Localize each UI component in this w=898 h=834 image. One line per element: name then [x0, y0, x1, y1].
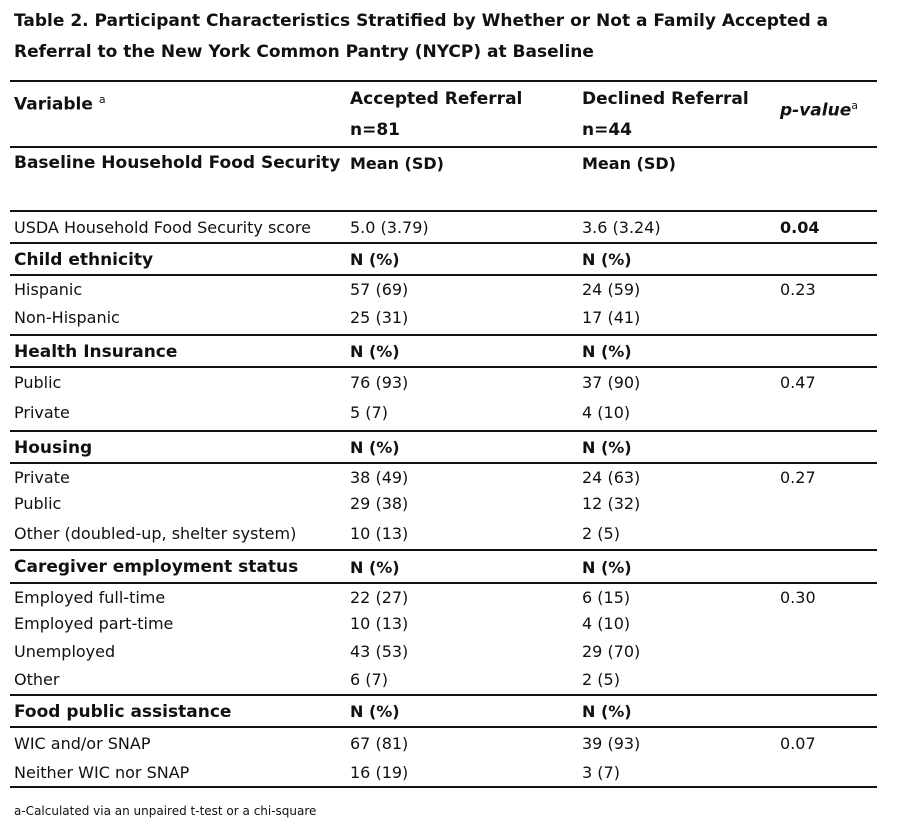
row-pvalue	[776, 396, 877, 430]
table-title: Table 2. Participant Characteristics Stratified by Whether or Not a Family Accepted a Referral to the New York Common Pantry (NYCP) at Baseline	[14, 11, 829, 62]
row-label: Employed full-time	[14, 588, 166, 607]
row-pvalue: 0.07	[780, 734, 816, 753]
section-pvalue	[776, 148, 877, 210]
section-row	[10, 242, 877, 274]
table-row	[10, 726, 877, 758]
row-declined: 24 (63)	[582, 468, 641, 487]
row-declined: 6 (15)	[582, 588, 631, 607]
section-row	[10, 549, 877, 582]
row-label: Neither WIC nor SNAP	[14, 763, 190, 782]
row-label: Hispanic	[14, 280, 83, 299]
section-pvalue	[776, 551, 877, 584]
row-accepted: 29 (38)	[350, 494, 409, 513]
table-row	[10, 518, 877, 549]
section-accepted-unit: N (%)	[350, 438, 400, 457]
row-accepted: 67 (81)	[350, 734, 409, 753]
section-pvalue	[776, 336, 877, 368]
section-declined-unit: N (%)	[582, 342, 632, 361]
section-row	[10, 430, 877, 462]
row-pvalue	[776, 638, 877, 665]
row-declined: 17 (41)	[582, 308, 641, 327]
section-pvalue	[776, 432, 877, 464]
header-declined: Declined Referral n=44	[582, 89, 749, 140]
section-declined-unit: N (%)	[582, 558, 632, 577]
section-accepted-unit: N (%)	[350, 558, 400, 577]
header-pvalue: p-value$^a$	[780, 99, 858, 121]
row-pvalue: 0.47	[780, 373, 816, 392]
section-row	[10, 146, 877, 210]
section-pvalue	[776, 696, 877, 728]
section-accepted-unit: Mean (SD)	[350, 154, 444, 173]
table-body	[10, 146, 877, 788]
section-label: Baseline Household Food Security	[14, 153, 341, 173]
row-declined: 39 (93)	[582, 734, 641, 753]
footnote: a-Calculated via an unpaired t-test or a chi-square	[14, 804, 317, 818]
row-declined: 2 (5)	[582, 524, 620, 543]
row-accepted: 6 (7)	[350, 670, 388, 689]
section-row	[10, 694, 877, 726]
header-accepted: Accepted Referral n=81	[350, 89, 523, 140]
row-pvalue	[776, 518, 877, 549]
section-accepted-unit: N (%)	[350, 250, 400, 269]
row-pvalue: 0.23	[780, 280, 816, 299]
section-label: Food public assistance	[14, 702, 232, 722]
row-pvalue	[776, 609, 877, 638]
row-accepted: 22 (27)	[350, 588, 409, 607]
table-row	[10, 758, 877, 788]
table-row	[10, 396, 877, 430]
row-label: Private	[14, 403, 70, 422]
row-pvalue	[776, 758, 877, 788]
row-accepted: 16 (19)	[350, 763, 409, 782]
row-label: Unemployed	[14, 642, 116, 661]
section-declined-unit: Mean (SD)	[582, 154, 676, 173]
section-row	[10, 334, 877, 366]
row-declined: 12 (32)	[582, 494, 641, 513]
section-declined-unit: N (%)	[582, 702, 632, 721]
row-label: Non-Hispanic	[14, 308, 120, 327]
row-declined: 3.6 (3.24)	[582, 218, 661, 237]
row-pvalue: 0.04	[780, 218, 820, 237]
row-label: WIC and/or SNAP	[14, 734, 151, 753]
table-row	[10, 582, 877, 609]
row-declined: 24 (59)	[582, 280, 641, 299]
row-label: Public	[14, 373, 62, 392]
row-declined: 29 (70)	[582, 642, 641, 661]
row-declined: 4 (10)	[582, 403, 631, 422]
row-label: Private	[14, 468, 70, 487]
row-declined: 2 (5)	[582, 670, 620, 689]
section-declined-unit: N (%)	[582, 438, 632, 457]
row-accepted: 25 (31)	[350, 308, 409, 327]
row-pvalue	[776, 665, 877, 694]
section-declined-unit: N (%)	[582, 250, 632, 269]
header-variable: Variable $^a$	[14, 93, 106, 115]
row-accepted: 5.0 (3.79)	[350, 218, 429, 237]
section-accepted-unit: N (%)	[350, 342, 400, 361]
row-declined: 37 (90)	[582, 373, 641, 392]
row-pvalue	[776, 301, 877, 334]
row-accepted: 5 (7)	[350, 403, 388, 422]
section-pvalue	[776, 244, 877, 276]
section-label: Housing	[14, 438, 93, 458]
row-accepted: 57 (69)	[350, 280, 409, 299]
characteristics-table	[10, 80, 877, 788]
row-pvalue	[776, 490, 877, 518]
table-row	[10, 638, 877, 665]
row-label: Other (doubled-up, shelter system)	[14, 524, 297, 543]
row-label: USDA Household Food Security score	[14, 218, 311, 237]
table-row	[10, 210, 877, 242]
section-label: Child ethnicity	[14, 250, 154, 270]
table-row	[10, 366, 877, 396]
row-label: Other	[14, 670, 60, 689]
row-label: Employed part-time	[14, 614, 174, 633]
row-declined: 3 (7)	[582, 763, 620, 782]
table-header-row	[10, 80, 877, 146]
section-label: Caregiver employment status	[14, 557, 299, 577]
row-accepted: 43 (53)	[350, 642, 409, 661]
table-row	[10, 274, 877, 301]
row-label: Public	[14, 494, 62, 513]
table-row	[10, 462, 877, 490]
row-accepted: 10 (13)	[350, 614, 409, 633]
table-row	[10, 665, 877, 694]
section-accepted-unit: N (%)	[350, 702, 400, 721]
section-label: Health Insurance	[14, 342, 178, 362]
row-declined: 4 (10)	[582, 614, 631, 633]
table-row	[10, 490, 877, 518]
row-accepted: 76 (93)	[350, 373, 409, 392]
row-pvalue: 0.30	[780, 588, 816, 607]
table-row	[10, 301, 877, 334]
row-accepted: 38 (49)	[350, 468, 409, 487]
row-accepted: 10 (13)	[350, 524, 409, 543]
table-row	[10, 609, 877, 638]
row-pvalue: 0.27	[780, 468, 816, 487]
